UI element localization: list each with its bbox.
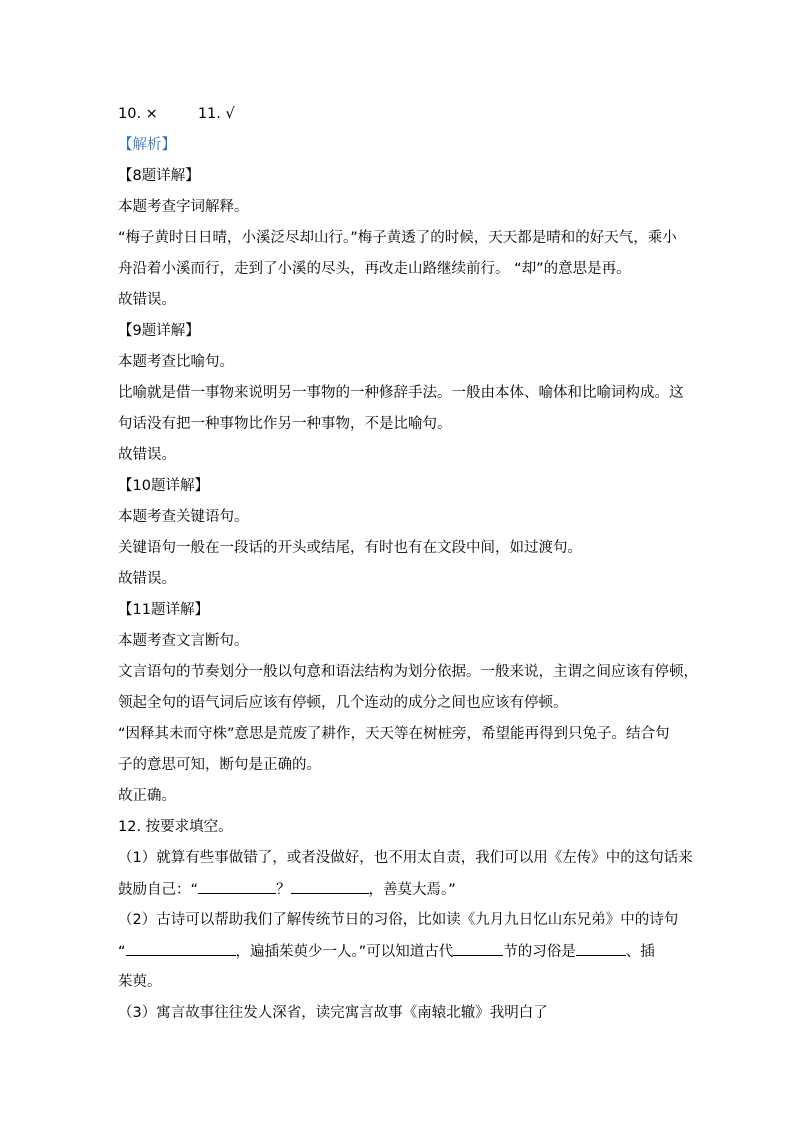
q11-title: 【11题详解】 (118, 602, 209, 618)
q10-topic: 本题考查关键语句。 (118, 509, 249, 525)
q9-title: 【9题详解】 (118, 323, 200, 339)
document-page (118, 102, 698, 1032)
q8-text: 舟沿着小溪而行，走到了小溪的尽头，再改走山路继续前行。 “却”的意思是再。 (118, 261, 631, 277)
q12-part1: （1）就算有些事做错了，或者没做好，也不用太自责，我们可以用《左传》中的这句话来 (118, 850, 693, 866)
q10-text: 关键语句一般在一段话的开头或结尾，有时也有在文段中间，如过渡句。 (118, 540, 582, 556)
q9-text: 句话没有把一种事物比作另一种事物，不是比喻句。 (118, 416, 452, 432)
q11-text: 文言语句的节奏划分一般以句意和语法结构为划分依据。一般来说，主谓之间应该有停顿， (118, 664, 698, 680)
text: ？ (276, 882, 291, 898)
q12-part2-end: 茱萸。 (118, 974, 162, 990)
fill-blank[interactable] (453, 939, 503, 956)
answer-10: 10. × (118, 106, 158, 122)
fill-blank[interactable] (291, 877, 369, 894)
fill-blank[interactable] (126, 939, 236, 956)
fill-blank[interactable] (198, 877, 276, 894)
q12-part2: （2）古诗可以帮助我们了解传统节日的习俗，比如读《九月九日忆山东兄弟》中的诗句 (118, 912, 679, 928)
text: 鼓励自己：“ (118, 882, 199, 898)
q8-conclusion: 故错误。 (118, 292, 176, 308)
answer-11: 11. √ (197, 106, 235, 122)
answer-line (118, 102, 678, 133)
q8-topic: 本题考查字词解释。 (118, 199, 249, 215)
q8-text: “梅子黄时日日晴，小溪泛尽却山行。”梅子黄透了的时候，天天都是晴和的好天气，乘小 (118, 230, 677, 246)
q11-text: 领起全句的语气词后应该有停顿，几个连动的成分之间也应该有停顿。 (118, 695, 568, 711)
q9-topic: 本题考查比喻句。 (118, 354, 234, 370)
text: ，遍插茱萸少一人。”可以知道古代 (235, 944, 454, 960)
text: ，善莫大焉。” (368, 882, 456, 898)
q8-title: 【8题详解】 (118, 168, 200, 184)
text: 节的习俗是 (503, 944, 576, 960)
q12-part2-blanks (118, 939, 678, 970)
q11-text: “因释其未而守株”意思是荒废了耕作，天天等在树桩旁，希望能再得到只兔子。结合句 (118, 726, 670, 742)
q12-part1-blanks (118, 877, 678, 908)
analysis-label: 【解析】 (118, 137, 176, 153)
fill-blank[interactable] (576, 939, 626, 956)
q12-title: 12. 按要求填空。 (118, 819, 233, 835)
text: “ (118, 944, 126, 960)
q11-conclusion: 故正确。 (118, 788, 176, 804)
q11-text: 子的意思可知，断句是正确的。 (118, 757, 321, 773)
q9-conclusion: 故错误。 (118, 447, 176, 463)
q9-text: 比喻就是借一事物来说明另一事物的一种修辞手法。一般由本体、喻体和比喻词构成。这 (118, 385, 684, 401)
q10-conclusion: 故错误。 (118, 571, 176, 587)
q11-topic: 本题考查文言断句。 (118, 633, 249, 649)
q12-part3: （3）寓言故事往往发人深省，读完寓言故事《南辕北辙》我明白了 (118, 1005, 548, 1021)
text: 、插 (625, 944, 655, 960)
q10-title: 【10题详解】 (118, 478, 209, 494)
